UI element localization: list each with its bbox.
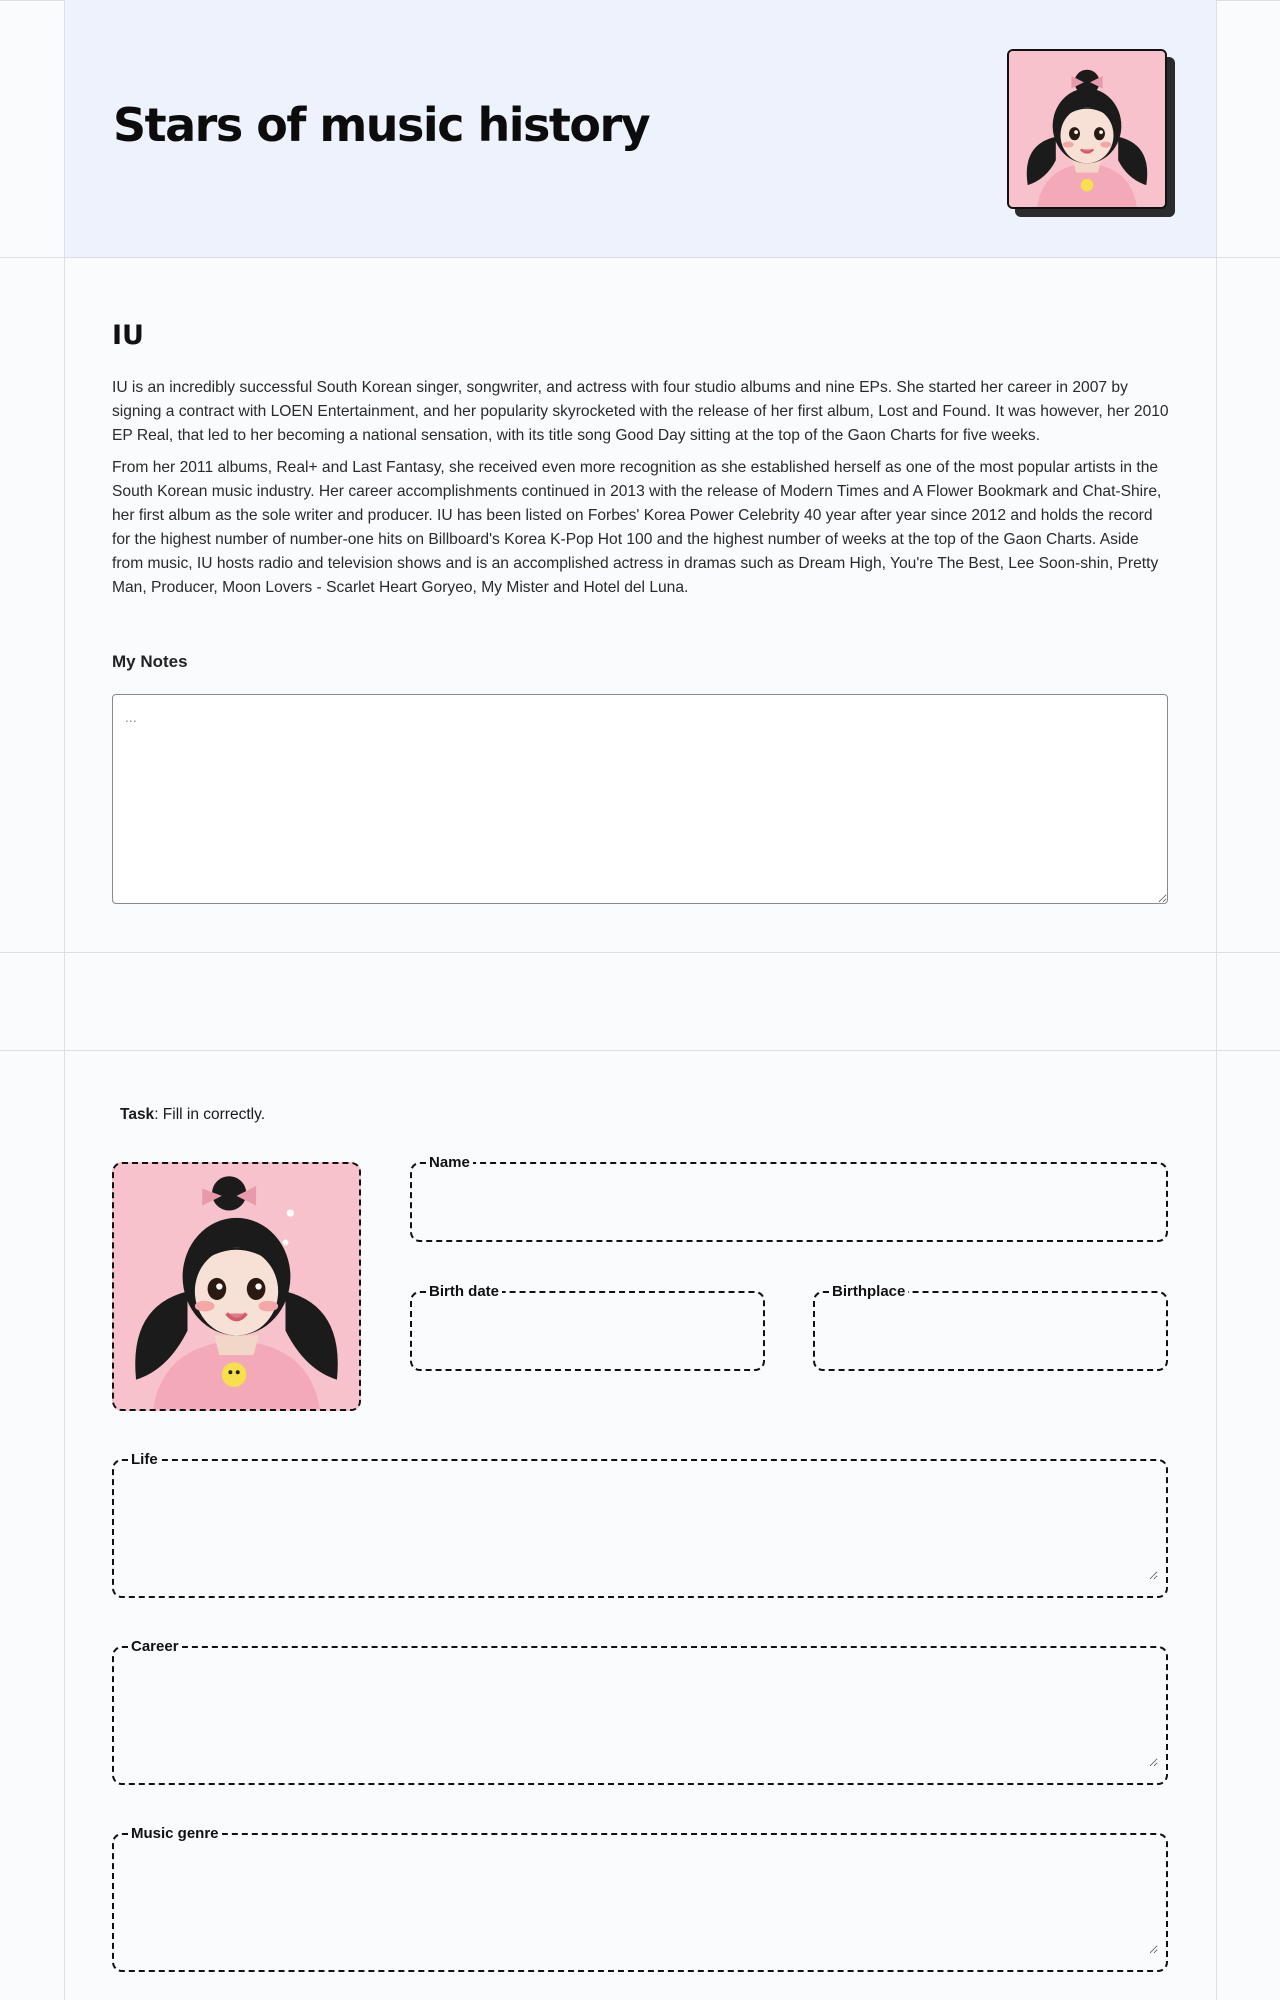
name-fieldset: [410, 1154, 1168, 1242]
birth-date-input[interactable]: [420, 1300, 755, 1344]
notes-textarea[interactable]: [112, 694, 1168, 904]
grid-line-right: [1216, 0, 1217, 2000]
life-textarea[interactable]: [122, 1468, 1158, 1580]
career-textarea[interactable]: [122, 1655, 1158, 1767]
birth-date-fieldset: [410, 1283, 765, 1371]
header-divider: [0, 257, 1280, 258]
artist-biography: [112, 376, 1172, 608]
task-text: : Fill in correctly.: [154, 1106, 265, 1123]
artist-portrait-image: [112, 1162, 361, 1411]
life-fieldset: [112, 1451, 1168, 1598]
task-instruction: [120, 1106, 265, 1124]
birthplace-label: Birthplace: [832, 1283, 906, 1300]
birthplace-fieldset: [813, 1283, 1168, 1371]
cartoon-girl-portrait: [114, 1164, 359, 1409]
birth-date-label: Birth date: [429, 1283, 500, 1300]
name-input[interactable]: [420, 1171, 1158, 1215]
bio-paragraph-1: IU is an incredibly successful South Korean singer, songwriter, and actress with four studio albums and nine EPs. She started her career in 2007 by signing a contract with LOEN Entertainment, and her popularity skyrocketed with the release of her first album, Lost and Found. It was however, her 2010 EP Real, that led to her becoming a national sensation, with its title song Good Day sitting at the top of the Gaon Charts for five weeks.: [112, 379, 1169, 444]
music-genre-label: Music genre: [131, 1825, 219, 1842]
notes-label: My Notes: [112, 652, 188, 671]
grid-line-left: [64, 0, 65, 2000]
bio-paragraph-2: From her 2011 albums, Real+ and Last Fantasy, she received even more recognition as she established herself as one of the most popular artists in the South Korean music industry. Her career accomplishments continued in 2013 with the release of Modern Times and A Flower Bookmark and Chat-Shire, her first album as the sole writer and producer. IU has been listed on Forbes' Korea Power Celebrity 40 year after year since 2012 and holds the record for the highest number of number-one hits on Billboard's Korea K-Pop Hot 100 and the highest number of weeks at the top of the Gaon Charts. Aside from music, IU hosts radio and television shows and is an accomplished actress in dramas such as Dream High, You're The Best, Lee Soon-shin, Pretty Man, Producer, Moon Lovers - Scarlet Heart Goryeo, My Mister and Hotel del Luna.: [112, 459, 1162, 596]
task-label: Task: [120, 1106, 155, 1123]
task-divider: [0, 1050, 1280, 1051]
career-fieldset: [112, 1638, 1168, 1785]
birthplace-input[interactable]: [823, 1300, 1158, 1344]
music-genre-fieldset: [112, 1825, 1168, 1972]
name-label: Name: [429, 1154, 470, 1171]
music-genre-textarea[interactable]: [122, 1842, 1158, 1954]
page-title: Stars of music history: [113, 98, 650, 152]
artist-name-heading: IU: [112, 320, 144, 351]
cartoon-girl-illustration: [1009, 51, 1165, 207]
notes-divider: [0, 952, 1280, 953]
career-label: Career: [131, 1638, 179, 1655]
header-avatar-image: [1007, 49, 1167, 209]
life-label: Life: [131, 1451, 158, 1468]
